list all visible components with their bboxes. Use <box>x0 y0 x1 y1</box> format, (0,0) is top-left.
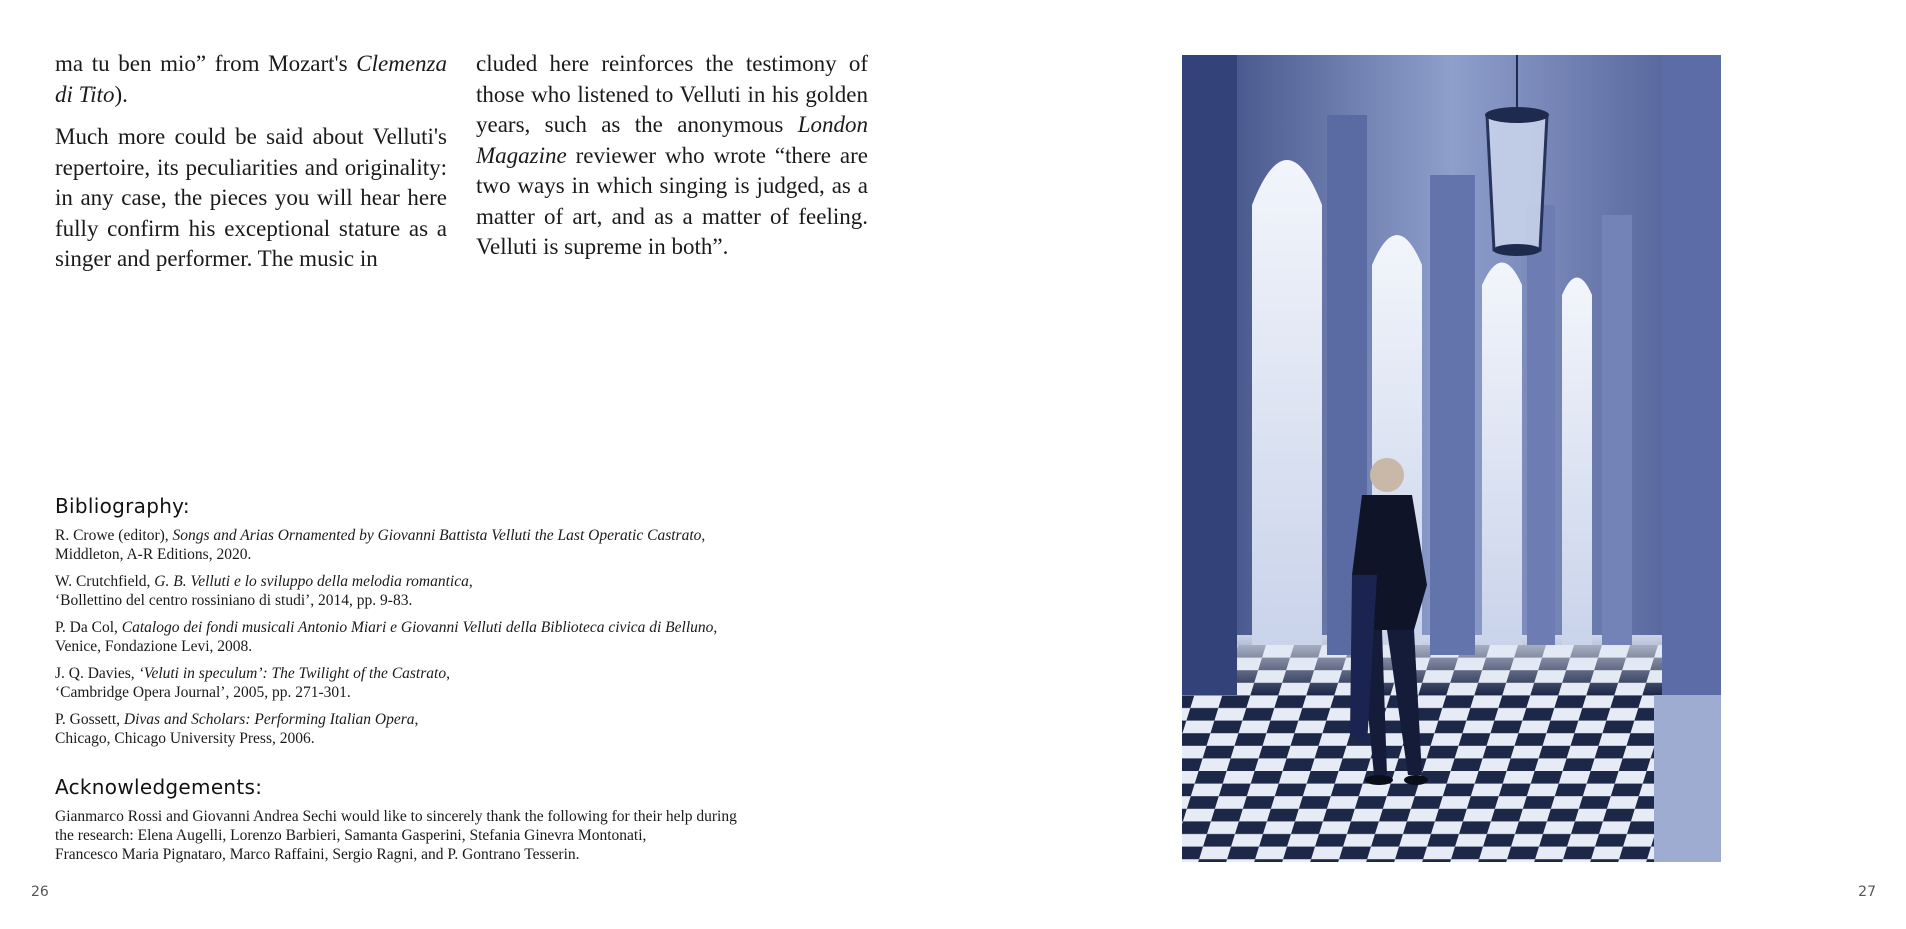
ack-line: Gianmarco Rossi and Giovanni Andrea Sechi would like to sincerely thank the following for their help during <box>55 808 737 825</box>
bibliography-entry <box>55 664 815 702</box>
publication-info: Venice, Fondazione Levi, 2008. <box>55 638 253 655</box>
bibliography-entry <box>55 526 815 564</box>
text-run: reviewer who wrote “there are two ways in which singing is judged, as a matter of art, and as a matter of feeling. Velluti is supreme in both”. <box>476 142 868 259</box>
text-column-1 <box>55 49 447 287</box>
work-title: Divas and Scholars: Performing Italian Opera <box>123 711 415 728</box>
punct: , <box>414 711 419 728</box>
punct: , <box>701 527 706 544</box>
photo-illustration <box>1182 55 1721 862</box>
page-number-left: 26 <box>31 884 49 900</box>
acknowledgements-text <box>55 807 815 864</box>
publication-info: Middleton, A-R Editions, 2020. <box>55 546 252 563</box>
text-run: ). <box>114 81 128 107</box>
bibliography-heading: Bibliography: <box>55 494 190 518</box>
work-title: ‘Veluti in speculum’: The Twilight of the Castrato <box>138 665 447 682</box>
punct: , <box>713 619 718 636</box>
italic-title: Clemenza di Tito <box>55 51 447 107</box>
bibliography-entry <box>55 618 815 656</box>
paragraph <box>476 49 868 263</box>
punct: , <box>468 573 473 590</box>
text-run: ma tu ben mio” from Mozart's <box>55 51 357 76</box>
work-title: Catalogo dei fondi musicali Antonio Miari e Giovanni Velluti della Biblioteca civica di Belluno <box>121 619 714 636</box>
bibliography-list <box>55 526 815 756</box>
ack-line: Francesco Maria Pignataro, Marco Raffaini, Sergio Ragni, and P. Gontrano Tesserin. <box>55 846 580 863</box>
bibliography-entry <box>55 710 815 748</box>
work-title: G. B. Velluti e lo sviluppo della melodia romantica <box>154 573 469 590</box>
text-run: cluded here reinforces the testimony of those who listened to Velluti in his golden years, such as the anonymous <box>476 51 868 137</box>
punct: , <box>446 665 450 682</box>
ack-line: the research: Elena Augelli, Lorenzo Barbieri, Samanta Gasperini, Stefania Ginevra Montonati, <box>55 827 647 844</box>
text-column-2 <box>476 49 868 275</box>
author: W. Crutchfield, <box>55 573 155 590</box>
checkered-floor <box>1182 635 1721 862</box>
publication-info: Chicago, Chicago University Press, 2006. <box>55 730 315 747</box>
acknowledgements-heading: Acknowledgements: <box>55 775 263 799</box>
author: R. Crowe (editor), <box>55 527 173 544</box>
singer-photo <box>1182 55 1721 862</box>
paragraph <box>55 49 447 110</box>
right-page <box>953 0 1906 929</box>
work-title: Songs and Arias Ornamented by Giovanni Battista Velluti the Last Operatic Castrato <box>172 527 702 544</box>
paragraph: Much more could be said about Velluti's repertoire, its peculiarities and originality: in any case, the pieces you will hear here fully confirm his exceptional stature as a singer and performer. The music in <box>55 124 447 271</box>
author: J. Q. Davies, <box>55 665 139 682</box>
author: P. Gossett, <box>55 711 124 728</box>
author: P. Da Col, <box>55 619 122 636</box>
bibliography-entry <box>55 572 815 610</box>
publication-info: ‘Cambridge Opera Journal’, 2005, pp. 271-301. <box>55 684 351 701</box>
publication-info: ‘Bollettino del centro rossiniano di studi’, 2014, pp. 9-83. <box>55 592 413 609</box>
page-number-right: 27 <box>1858 884 1876 900</box>
italic-title: London Magazine <box>476 112 868 168</box>
